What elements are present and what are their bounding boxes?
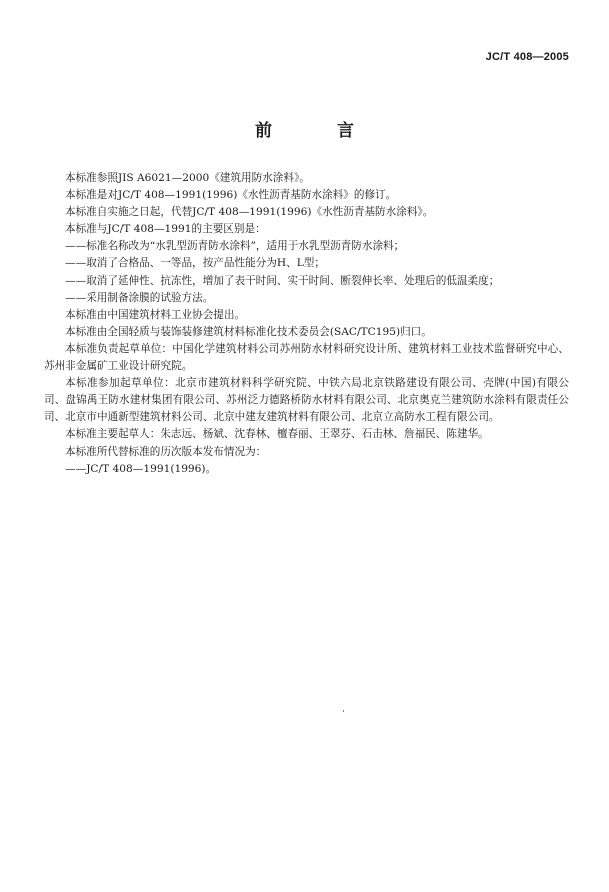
paragraph-revision-of: 本标准是对JC/T 408—1991(1996)《水性沥青基防水涂料》的修订。 <box>65 189 397 202</box>
standard-code: JC/T 408—2005 <box>485 51 569 63</box>
paragraph-replaces: 本标准自实施之日起，代替JC/T 408—1991(1996)《水性沥青基防水涂料》。 <box>65 206 434 219</box>
paragraph-reference-standard: 本标准参照JIS A6021—2000《建筑用防水涂料》。 <box>65 172 310 184</box>
paragraph-participating-drafters: 本标准参加起草单位：北京市建筑材料科学研究院、中铁六局北京铁路建设有限公司、壳牌(中国)有限公司、盘锦禹王防水建材集团有限公司、苏州泛力德路桥防水材料有限公司、北京奥克兰建筑防水涂料有限责任公司、北京市中通新型建筑材料公司、北京中建友建筑材料有限公司、北京立高防水工程有限公司。 <box>44 377 569 424</box>
paragraph-main-differences: 本标准与JC/T 408—1991的主要区别是： <box>65 223 266 236</box>
paragraph-lead-drafters: 本标准负责起草单位：中国化学建筑材料公司苏州防水材料研究设计所、建筑材料工业技术监督研究中心、苏州非金属矿工业设计研究院。 <box>44 342 569 373</box>
page-title: 前 言 <box>255 121 378 141</box>
list-item-property-change: ——取消了延伸性、抗冻性，增加了表干时间、实干时间、断裂伸长率、处理后的低温柔度； <box>65 274 500 287</box>
paragraph-edition-history: 本标准所代替标准的历次版本发布情况为： <box>65 445 267 458</box>
paragraph-proposed-by: 本标准由中国建筑材料工业协会提出。 <box>65 308 246 321</box>
list-item-grade-change: ——取消了合格品、一等品，按产品性能分为H、L型； <box>65 257 325 270</box>
paragraph-main-drafters: 本标准主要起草人：朱志远、杨斌、沈春林、檀春丽、王翠芬、石击林、詹福民、陈建华。 <box>65 428 489 441</box>
list-item-previous-edition: ——JC/T 408—1991(1996)。 <box>65 462 217 475</box>
list-item-test-method: ——采用制备涂膜的试验方法。 <box>65 291 214 304</box>
list-item-name-change: ——标准名称改为“水乳型沥青防水涂料”，适用于水乳型沥青防水涂料； <box>65 240 405 253</box>
scan-speck <box>343 710 344 712</box>
paragraph-administered-by: 本标准由全国轻质与装饰装修建筑材料标准化技术委员会(SAC/TC195)归口。 <box>65 325 432 338</box>
foreword-body <box>44 170 569 478</box>
